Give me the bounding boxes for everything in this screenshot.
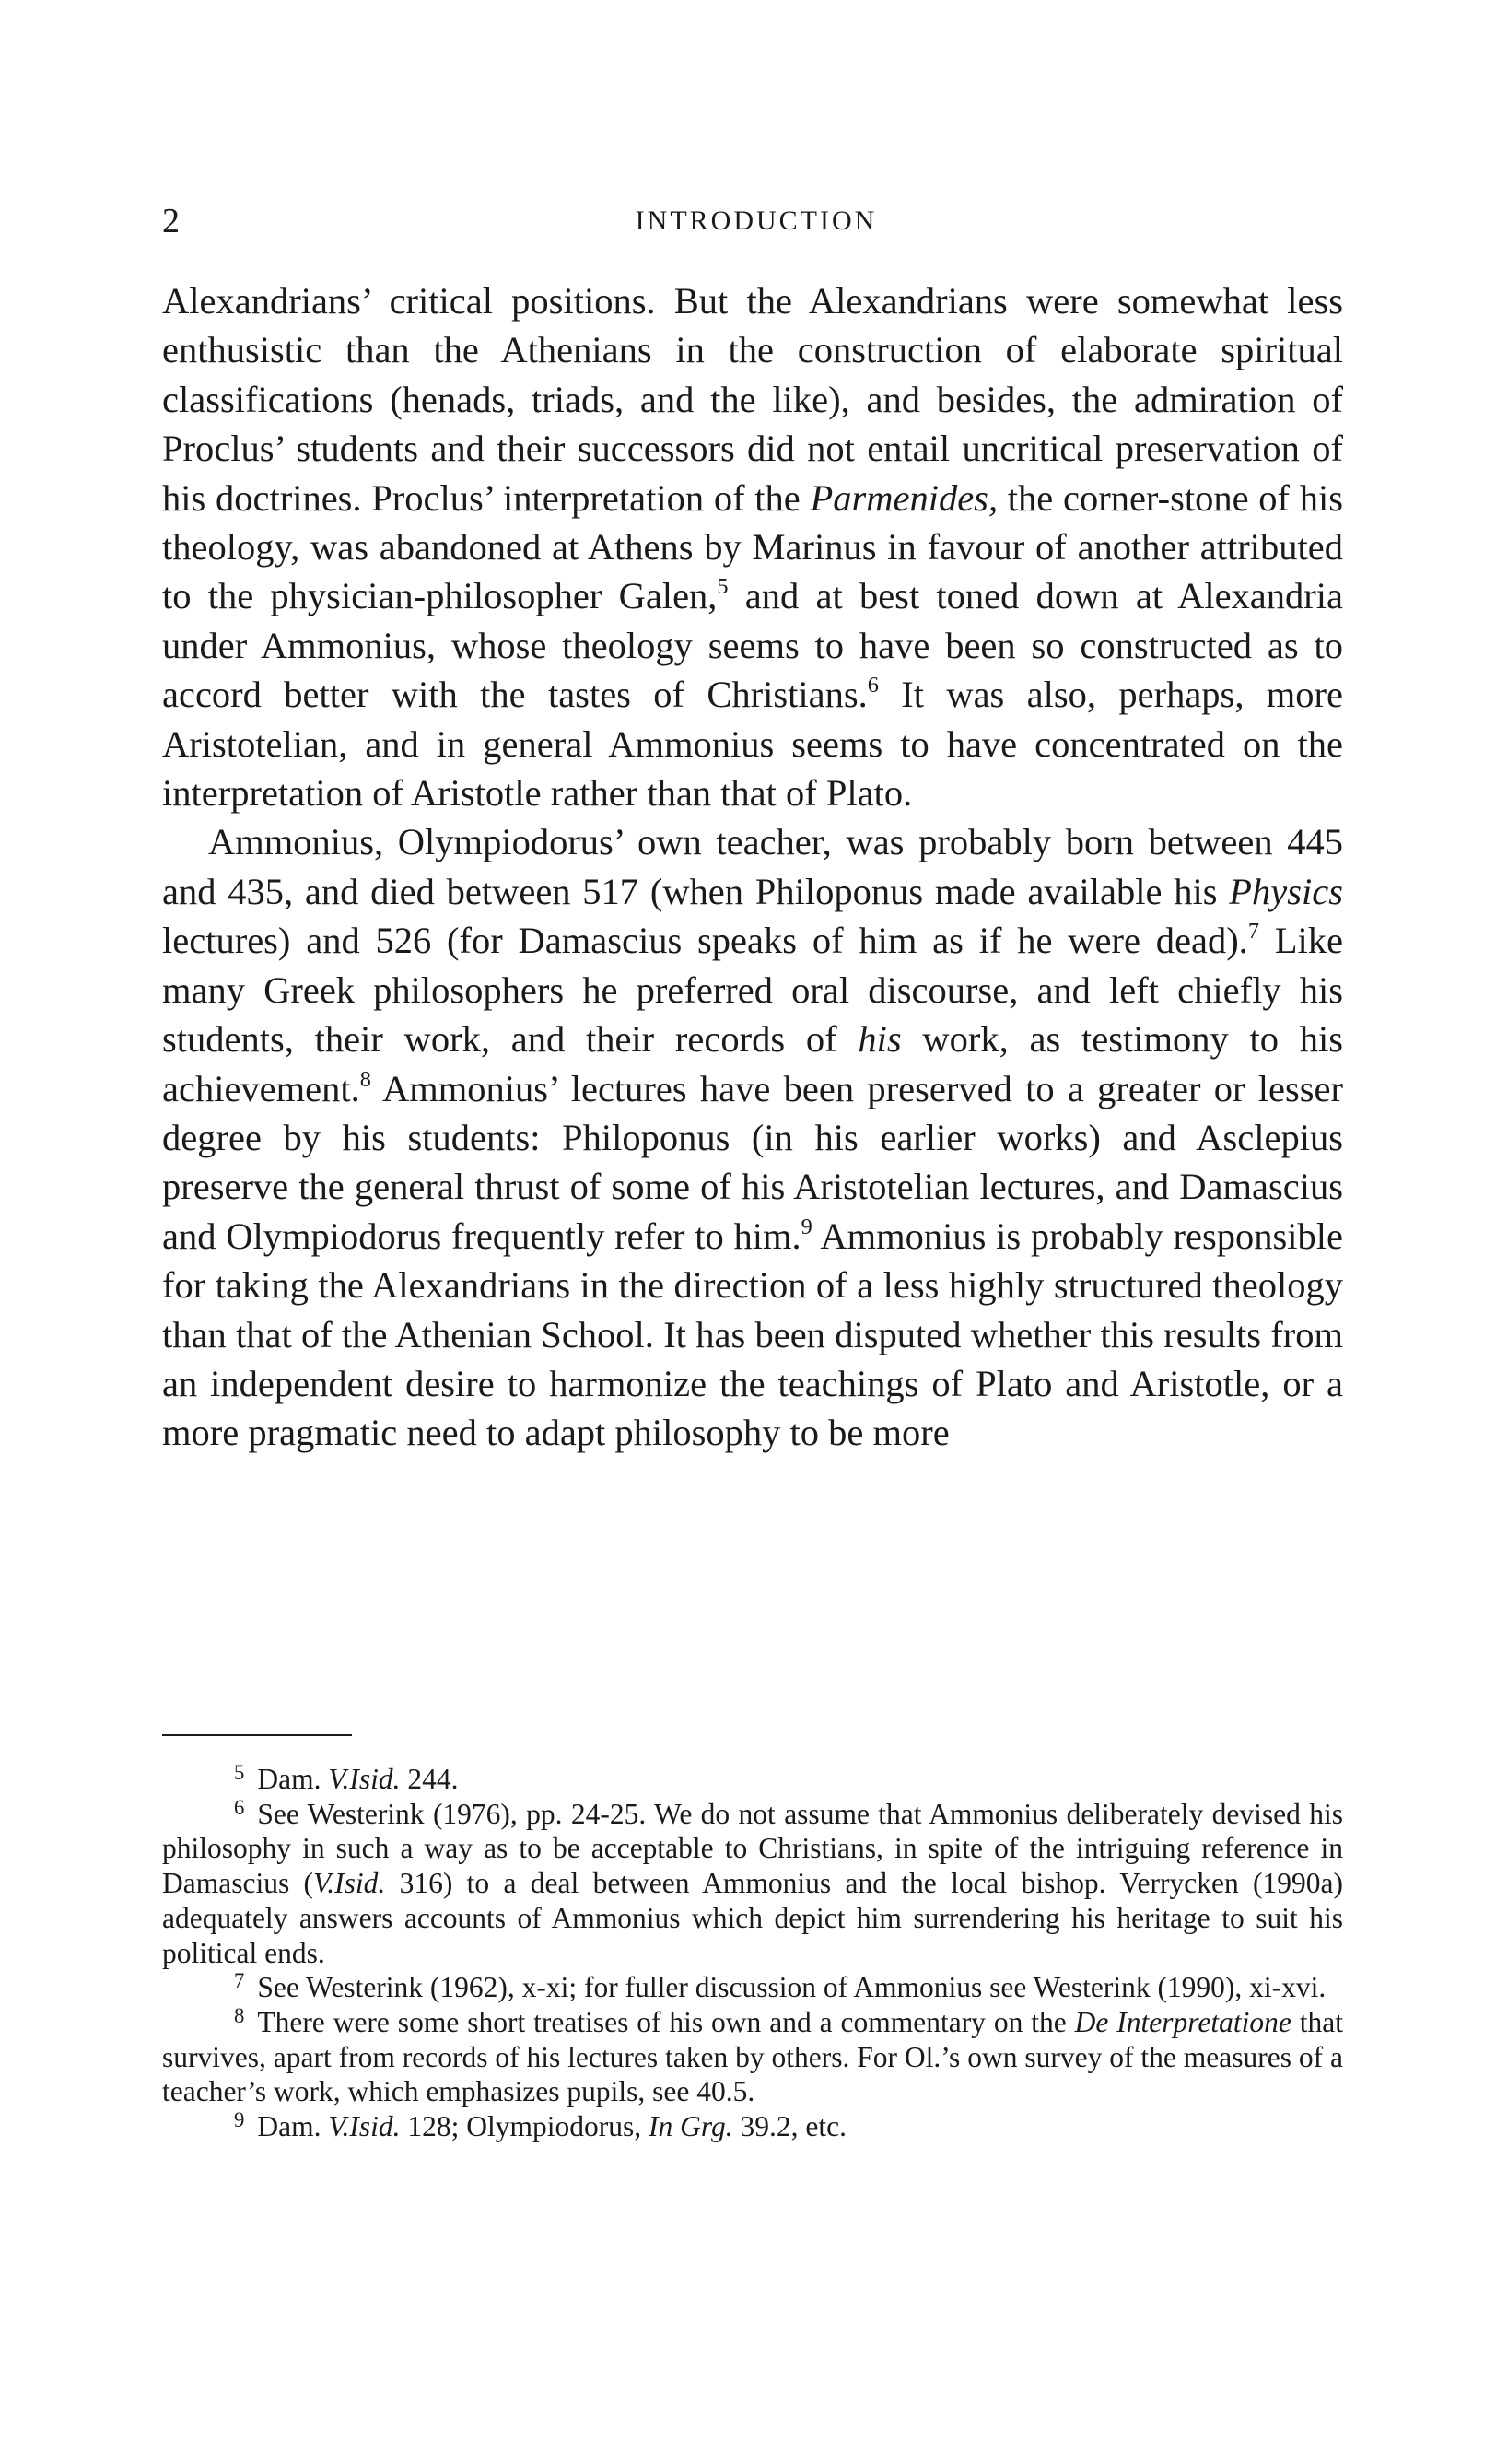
paragraph: [162, 817, 1343, 1457]
footnote-number: 7: [234, 1969, 245, 1993]
text-run: lectures) and 526 (for Damascius speaks of him as if he were dead).: [162, 920, 1248, 962]
footnote: [162, 2005, 1343, 2109]
footnote-number: 8: [234, 2003, 245, 2027]
italic-title: V.Isid.: [328, 1763, 401, 1795]
text-run: work, as testimony to his achievement.: [162, 1018, 1344, 1109]
running-head: INTRODUCTION: [635, 205, 878, 236]
text-run: and at best toned down at Alexandria under Ammonius, whose theology seems to have been so constructed as to accord better with the tastes of Christians.: [162, 575, 1343, 716]
text-run: Ammonius is probably responsible for taking the Alexandrians in the direction of a less highly structured theology than that of the Athenian School. It has been disputed whether this results from an independent desire to harmonize the teachings of Plato and Aristotle, or a more pragmatic need to adapt philosophy to be more: [162, 1214, 1343, 1454]
body-text: [162, 276, 1343, 1458]
text-run: Ammonius’ lectures have been preserved to a greater or lesser degree by his students: Philoponus (in his earlier works) and Asclepius preserve the general thrust of some of his Aristotelian lectures, and Damascius and Olympiodorus frequently refer to him.: [162, 1067, 1343, 1257]
text-run: the corner-stone of his theology, was abandoned at Athens by Marinus in favour of another attributed to the physician-philosopher Galen,: [162, 476, 1343, 617]
text-run: Like many Greek philosophers he preferred oral discourse, and left chiefly his students, their work, and their records of: [162, 920, 1343, 1061]
italic-title: V.Isid.: [328, 2110, 401, 2143]
footnotes: [162, 1762, 1343, 2144]
footnote-number: 5: [234, 1760, 245, 1784]
footnote-number: 9: [234, 2107, 245, 2131]
footnote: [162, 1970, 1343, 2005]
italic-title: V.Isid.: [313, 1867, 386, 1900]
text-run: See Westerink (1976), pp. 24-25. We do not assume that Ammonius deliberately devised his philosophy in such a way as to be acceptable to Christians, in spite of the intriguing reference in Damascius (: [162, 1797, 1343, 1900]
text-run: 316) to a deal between Ammonius and the local bishop. Verrycken (1990a) adequately answers accounts of Ammonius which depict him surrendering his heritage to suit his political ends.: [162, 1867, 1344, 1969]
page-number: 2: [162, 202, 180, 241]
text-run: Dam.: [257, 1763, 329, 1795]
footnote: [162, 1762, 1343, 1797]
footnote-ref: 6: [867, 673, 879, 698]
italic-title: Parmenides,: [810, 476, 999, 519]
text-run: Dam.: [257, 2110, 329, 2143]
footnote: [162, 2109, 1343, 2144]
footnote: [162, 1797, 1343, 1971]
footnote-separator: [162, 1734, 352, 1736]
text-run: There were some short treatises of his own and a commentary on the: [257, 2005, 1075, 2038]
page-header: [162, 198, 1350, 244]
text-run: that survives, apart from records of his lectures taken by others. For Ol.’s own survey of the measures of a teacher’s work, which emphasizes pupils, see 40.5.: [162, 2005, 1343, 2108]
footnote-ref: 8: [359, 1066, 371, 1092]
italic-title: Physics: [1229, 870, 1343, 912]
paragraph: [162, 276, 1343, 817]
footnote-ref: 5: [717, 574, 729, 600]
text-run: Ammonius, Olympiodorus’ own teacher, was probably born between 445 and 435, and died between 517 (when Philoponus made available his: [162, 821, 1343, 912]
text-run: 128; Olympiodorus,: [400, 2110, 649, 2143]
text-run: See Westerink (1962), x-xi; for fuller discussion of Ammonius see Westerink (1990), xi-xvi.: [257, 1971, 1327, 2004]
text-run: 39.2, etc.: [732, 2110, 847, 2143]
footnote-ref: 9: [801, 1214, 812, 1239]
text-run: 244.: [400, 1763, 459, 1795]
italic-title: In Grg.: [649, 2110, 733, 2143]
italic-title: De Interpretatione: [1074, 2005, 1291, 2038]
footnote-number: 6: [234, 1795, 245, 1819]
text-run: It was also, perhaps, more Aristotelian, and in general Ammonius seems to have concentrated on the interpretation of Aristotle rather than that of Plato.: [162, 674, 1343, 815]
footnote-ref: 7: [1247, 919, 1259, 945]
text-run: Alexandrians’ critical positions. But the Alexandrians were somewhat less enthusistic than the Athenians in the construction of elaborate spiritual classifications (henads, triads, and the like), and besides, the admiration of Proclus’ students and their successors did not entail uncritical preservation of his doctrines. Proclus’ interpretation of the: [162, 280, 1343, 519]
italic-emphasis: his: [858, 1018, 902, 1061]
